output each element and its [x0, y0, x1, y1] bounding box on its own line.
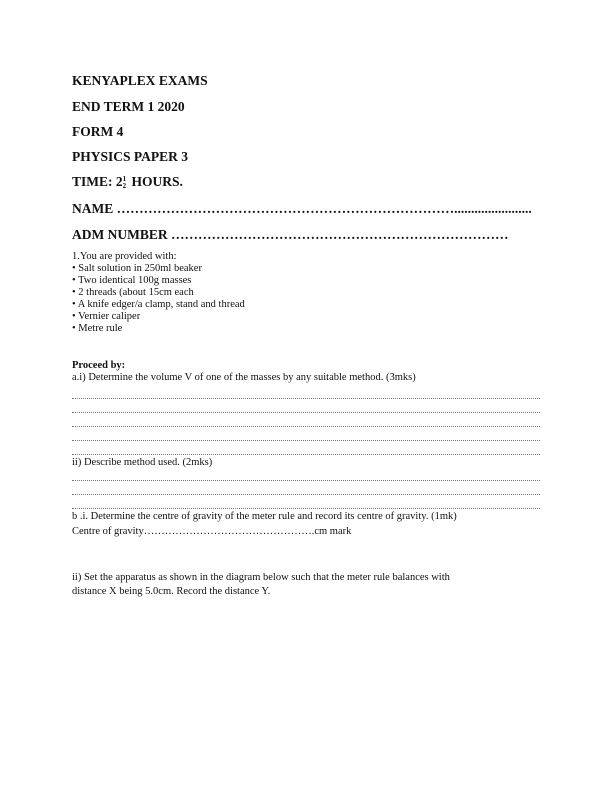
time-unit: HOURS.: [131, 174, 183, 189]
centre-of-gravity-answer[interactable]: Centre of gravity………………………………………….cm mark: [72, 526, 352, 537]
fraction-denominator: 2: [122, 181, 127, 190]
proceed-heading: Proceed by:: [72, 360, 126, 371]
question-b-i: b .i. Determine the centre of gravity of the meter rule and record its centre of gravity. (1mk): [72, 511, 457, 522]
question-b-ii: ii) Set the apparatus as shown in the diagram below such that the meter rule balances with: [72, 572, 450, 583]
question-a-ii: ii) Describe method used. (2mks): [72, 457, 213, 468]
exam-time: [72, 174, 183, 190]
name-field[interactable]: NAME ………………………………………………………………….......................: [72, 201, 532, 216]
form-level: FORM 4: [72, 124, 124, 139]
list-item: • Two identical 100g masses: [72, 275, 192, 286]
answer-line[interactable]: [72, 398, 540, 399]
answer-line[interactable]: [72, 508, 540, 509]
list-item: • Metre rule: [72, 323, 123, 334]
question-b-ii-continued: distance X being 5.0cm. Record the distance Y.: [72, 586, 271, 597]
time-label: TIME: 2: [72, 174, 123, 189]
list-item: • 2 threads (about 15cm each: [72, 287, 194, 298]
answer-line[interactable]: [72, 426, 540, 427]
answer-line[interactable]: [72, 454, 540, 455]
adm-number-field[interactable]: ADM NUMBER …………………………………………………………………: [72, 227, 509, 242]
answer-line[interactable]: [72, 480, 540, 481]
answer-line[interactable]: [72, 412, 540, 413]
fraction-numerator: 1: [122, 174, 127, 183]
exam-term: END TERM 1 2020: [72, 99, 185, 114]
question-a-i: a.i) Determine the volume V of one of the masses by any suitable method. (3mks): [72, 372, 416, 383]
answer-line[interactable]: [72, 440, 540, 441]
paper-title: PHYSICS PAPER 3: [72, 149, 189, 164]
list-item: • A knife edger/a clamp, stand and thread: [72, 299, 245, 310]
list-item: • Vernier caliper: [72, 311, 141, 322]
answer-line[interactable]: [72, 494, 540, 495]
school-title: KENYAPLEX EXAMS: [72, 73, 208, 88]
list-item: • Salt solution in 250ml beaker: [72, 263, 202, 274]
question-intro: 1.You are provided with:: [72, 251, 177, 262]
time-fraction: [123, 176, 127, 190]
